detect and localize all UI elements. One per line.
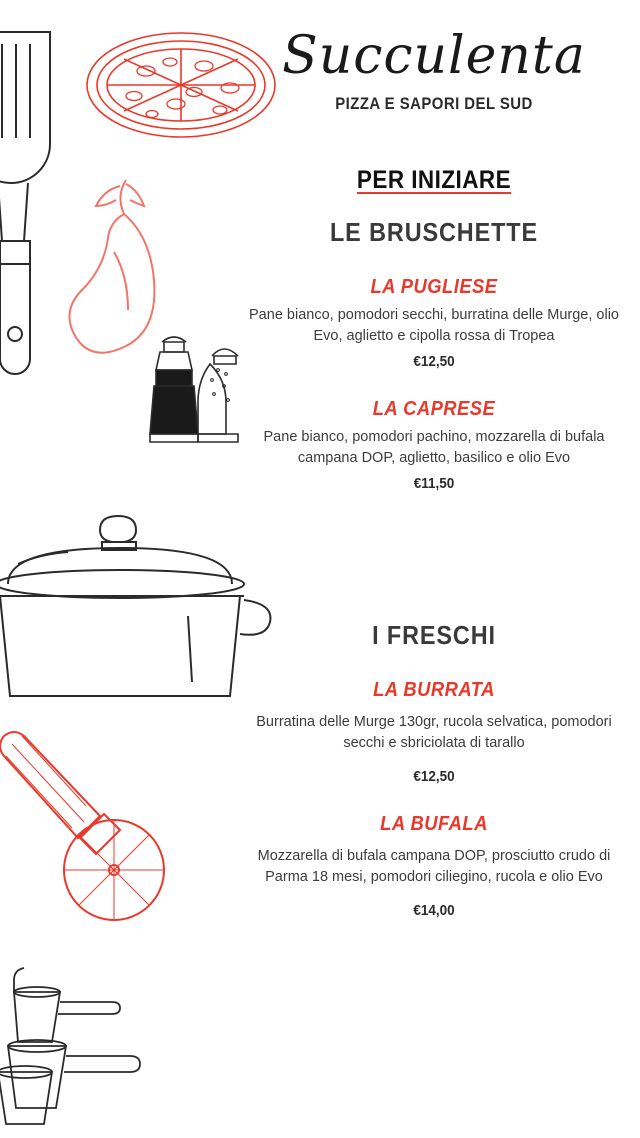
menu-item [228,276,640,370]
dish-price: €14,00 [413,902,455,920]
dish-description: Pane bianco, pomodori secchi, burratina delle Murge, olio Evo, aglietto e cipolla rossa di Tropea [249,307,619,345]
restaurant-name: Succulenta [282,26,586,86]
dish-name: LA PUGLIESE [370,276,498,298]
menu-content [228,0,640,919]
section-title-per-iniziare: PER INIZIARE [356,166,512,194]
dish-price: €12,50 [413,768,455,786]
chili-pepper-illustration [62,160,182,360]
menu-item [228,679,640,785]
pizza-cutter-illustration [0,722,202,928]
dish-name: LA BUFALA [380,813,488,836]
dish-description: Burratina delle Murge 130gr, rucola selvatica, pomodori secchi e sbriciolata di tarallo [256,714,612,752]
dish-description: Mozzarella di bufala campana DOP, prosciutto crudo di Parma 18 mesi, pomodori ciliegino, rucola e olio Evo [257,848,611,886]
dish-name: LA BURRATA [373,679,495,702]
dish-name: LA CAPRESE [372,398,496,421]
menu-item [228,398,640,492]
group-title-le-bruschette: LE BRUSCHETTE [329,217,539,247]
group-title-i-freschi: I FRESCHI [372,620,496,651]
dish-price: €12,50 [413,353,455,371]
saucepans-illustration [0,960,160,1130]
restaurant-tagline: PIZZA E SAPORI DEL SUD [335,94,533,113]
dish-description: Pane bianco, pomodori pachino, mozzarella di bufala campana DOP, aglietto, basilico e olio Evo [263,429,605,467]
menu-item [228,813,640,919]
dish-price: €11,50 [413,475,455,493]
spatula-illustration [0,18,74,388]
